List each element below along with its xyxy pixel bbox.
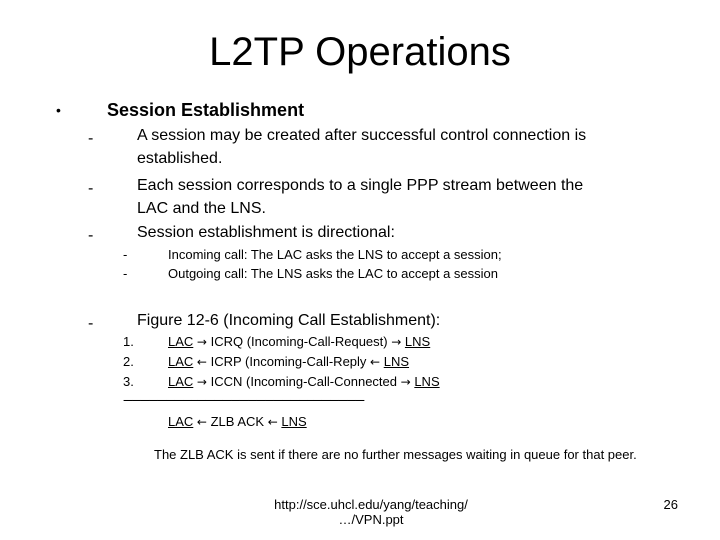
arrow-left-icon: ← — [370, 355, 381, 369]
zlb-note: The ZLB ACK is sent if there are no further messages waiting in queue for that peer. — [154, 447, 637, 462]
zlb-to: LNS — [281, 414, 307, 429]
footer-url-line2: …/VPN.ppt — [338, 512, 404, 527]
step-1-number: 1. — [123, 334, 134, 349]
separator-line: ------------------------------------------------------------------------------------- — [123, 392, 364, 407]
bullet-glyph: • — [56, 102, 61, 118]
step-2-to: LNS — [383, 354, 410, 369]
step-1-to: LNS — [404, 334, 431, 349]
dash-2: - — [88, 180, 94, 197]
slide-title: L2TP Operations — [209, 30, 511, 74]
sub-item-2-line2: LAC and the LNS. — [137, 200, 266, 217]
session-establishment-heading: Session Establishment — [107, 100, 305, 120]
sub-item-2-line1: Each session corresponds to a single PPP stream between the — [137, 177, 584, 194]
step-3-from: LAC — [168, 374, 194, 389]
zlb-message: ZLB ACK — [210, 414, 265, 429]
zlb-ack-line — [168, 414, 307, 429]
dash-1: - — [88, 130, 94, 147]
step-3 — [168, 374, 440, 389]
incoming-call-text: Incoming call: The LAC asks the LNS to accept a session; — [168, 247, 502, 262]
dash-4: - — [88, 315, 94, 332]
arrow-left-icon: ← — [196, 415, 207, 429]
arrow-right-icon: → — [196, 335, 207, 349]
step-1-message: ICRQ (Incoming-Call-Request) — [210, 334, 388, 349]
dash-3: - — [88, 227, 94, 244]
arrow-left-icon: ← — [196, 355, 207, 369]
footer-source — [256, 497, 486, 527]
step-3-to: LNS — [414, 374, 440, 389]
outgoing-call-text: Outgoing call: The LNS asks the LAC to accept a session — [168, 266, 498, 281]
sub-item-3: Session establishment is directional: — [137, 224, 395, 241]
zlb-from: LAC — [168, 414, 194, 429]
step-2-message: ICRP (Incoming-Call-Reply — [210, 354, 367, 369]
arrow-right-icon: → — [400, 375, 411, 389]
dash-outgoing: - — [123, 266, 128, 281]
step-2-number: 2. — [123, 354, 134, 369]
arrow-right-icon: → — [196, 375, 207, 389]
sub-item-1 — [137, 124, 586, 170]
sub-item-1-line2: established. — [137, 150, 223, 167]
page-number: 26 — [663, 497, 678, 512]
step-2 — [168, 354, 409, 369]
step-2-from: LAC — [168, 354, 194, 369]
sub-item-2 — [137, 174, 583, 220]
step-3-message: ICCN (Incoming-Call-Connected — [210, 374, 398, 389]
step-1-from: LAC — [168, 334, 194, 349]
arrow-left-icon: ← — [267, 415, 278, 429]
dash-incoming: - — [123, 247, 128, 262]
figure-heading: Figure 12-6 (Incoming Call Establishment): — [137, 312, 441, 329]
sub-item-1-line1: A session may be created after successful control connection is — [137, 127, 587, 144]
arrow-right-icon: → — [391, 335, 402, 349]
footer-url-line1: http://sce.uhcl.edu/yang/teaching/ — [274, 497, 468, 512]
step-1 — [168, 334, 430, 349]
step-3-number: 3. — [123, 374, 134, 389]
